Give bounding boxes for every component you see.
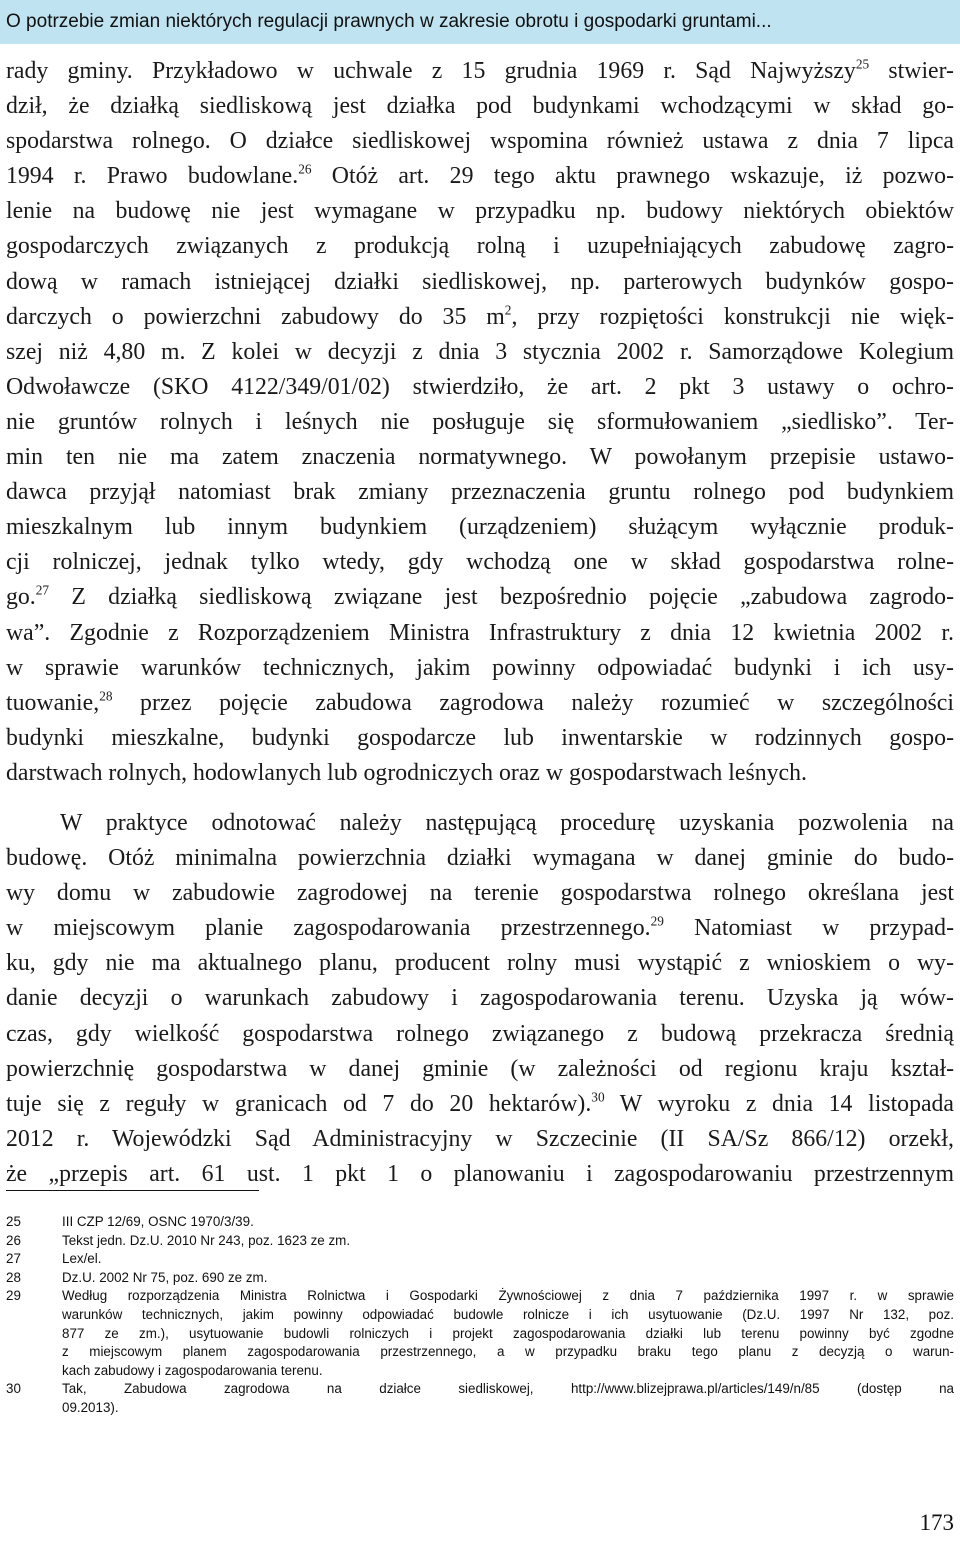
footnotes: [6, 1213, 954, 1418]
text-line: szej niż 4,80 m. Z kolei w decyzji z dnia 3 stycznia 2002 r. Samorządowe Kolegium: [6, 338, 954, 365]
text-line: spodarstwa rolnego. O działce siedliskowej wspomina również ustawa z dnia 7 lipca: [6, 128, 954, 155]
text-line: w miejscowym planie zagospodarowania przestrzennego.$^{29}$ Natomiast w przypad-: [6, 913, 954, 942]
body-text: [6, 54, 954, 1192]
text-line: darczych o powierzchni zabudowy do 35 $m^2$, przy rozpiętości konstrukcji nie więk-: [6, 302, 954, 330]
text-line: nie gruntów rolnych i leśnych nie posługuje się sformułowaniem „siedlisko”. Ter-: [6, 408, 954, 435]
footnote-text: Dz.U. 2002 Nr 75, poz. 690 ze zm.: [62, 1269, 268, 1285]
footnote-text: Tekst jedn. Dz.U. 2010 Nr 243, poz. 1623 ze zm.: [62, 1232, 351, 1248]
text-line: mieszkalnym lub innym budynkiem (urządzeniem) służącym wyłącznie produk-: [6, 514, 954, 541]
footnote-text: [62, 1380, 954, 1399]
text-line: Odwoławcze (SKO 4122/349/01/02) stwierdziło, że art. 2 pkt 3 ustawy o ochro-: [6, 373, 954, 400]
footnote-number: 29: [6, 1288, 21, 1304]
running-header: [0, 0, 960, 44]
footnote-text: Lex/el.: [62, 1251, 102, 1267]
text-line: wy domu w zabudowie zagrodowej na terenie gospodarstwa rolnego określana jest: [6, 880, 954, 907]
footnote-number: 30: [6, 1381, 21, 1397]
text-line: gospodarczych związanych z produkcją rolną i uzupełniających zabudowę zagro-: [6, 233, 954, 260]
text-line: go.$^{27}$ Z działką siedliskową związane jest bezpośrednio pojęcie „zabudowa zagrodo-: [6, 583, 954, 611]
footnote-number: 28: [6, 1269, 21, 1285]
footnote-number: 26: [6, 1232, 21, 1248]
text-line: wa”. Zgodnie z Rozporządzeniem Ministra Infrastruktury z dnia 12 kwietnia 2002 r.: [6, 619, 954, 646]
text-line: darstwach rolnych, hodowlanych lub ogrodniczych oraz w gospodarstwach leśnych.: [6, 759, 807, 786]
text-line: czas, gdy wielkość gospodarstwa rolnego związanego z budową przekracza średnią: [6, 1020, 954, 1047]
text-line: w sprawie warunków technicznych, jakim powinny odpowiadać budynki i ich usy-: [6, 654, 954, 681]
footnote-separator: [6, 1190, 259, 1191]
footnote-text: z miejscowym planem zagospodarowania przestrzennego, a w przypadku braku tego planu z decyzją o warun-: [62, 1344, 954, 1360]
text-line: budynki mieszkalne, budynki gospodarcze lub inwentarskie w rodzinnych gospo-: [6, 724, 954, 751]
text-line: cji rolniczej, jednak tylko wtedy, gdy wchodzą one w skład gospodarstwa rolne-: [6, 549, 954, 576]
footnote-text: III CZP 12/69, OSNC 1970/3/39.: [62, 1214, 254, 1229]
text-line: tuje się z reguły w granicach od 7 do 20 hektarów).$^{30}$ W wyroku z dnia 14 listopada: [6, 1089, 954, 1117]
running-title: O potrzebie zmian niektórych regulacji prawnych w zakresie obrotu i gospodarki gruntami...: [6, 11, 772, 32]
footnote-text: kach zabudowy i zagospodarowania terenu.: [62, 1362, 323, 1378]
text-line: 1994 r. Prawo budowlane.$^{26}$ Otóż art. 29 tego aktu prawnego wskazuje, iż pozwo-: [6, 161, 954, 190]
text-line: lenie na budowę nie jest wymagane w przypadku np. budowy niektórych obiektów: [6, 198, 954, 225]
footnote-ref-26: 26: [298, 161, 312, 177]
footnote: [6, 1380, 954, 1417]
page-number: 173: [919, 1510, 954, 1535]
text-line: W praktyce odnotować należy następującą procedurę uzyskania pozwolenia na: [60, 809, 954, 836]
footnote-text: 09.2013).: [62, 1399, 119, 1415]
footnote-text: Według rozporządzenia Ministra Rolnictwa i Gospodarki Żywnościowej z dnia 7 października 1997 r. w sprawie: [62, 1288, 954, 1304]
footnote: [6, 1287, 954, 1380]
text-line: że „przepis art. 61 ust. 1 pkt 1 o planowaniu i zagospodarowaniu przestrzennym: [6, 1160, 954, 1187]
footnote-ref-30: 30: [591, 1089, 605, 1105]
text-line: tuowanie,$^{28}$ przez pojęcie zabudowa zagrodowa należy rozumieć w szczególności: [6, 688, 954, 716]
footnote: [6, 1250, 954, 1269]
footnote-text: 877 ze zm.), usytuowanie budowli rolniczych i projekt zagospodarowania działki lub terenu powinny być zgodne: [62, 1325, 954, 1341]
text-line: 2012 r. Wojewódzki Sąd Administracyjny w Szczecinie (II SA/Sz 866/12) orzekł,: [6, 1125, 954, 1152]
footnote: [6, 1213, 954, 1232]
footnote-ref-25: 25: [855, 56, 870, 72]
text-line: rady gminy. Przykładowo w uchwale z 15 grudnia 1969 r. Sąd Najwyższy$^{25}$ stwier-: [6, 56, 954, 84]
text-line: powierzchnię gospodarstwa w danej gminie (w zależności od regionu kraju kształ-: [6, 1055, 954, 1082]
footnote: [6, 1232, 954, 1251]
text-line: danie decyzji o warunkach zabudowy i zagospodarowania terenu. Uzyska ją wów-: [6, 985, 954, 1012]
square-meter-superscript: 2: [504, 302, 512, 318]
text-line: dził, że działką siedliskową jest działka pod budynkami wchodzącymi w skład go-: [6, 93, 954, 120]
footnote-ref-28: 28: [99, 688, 113, 704]
text-line: budowę. Otóż minimalna powierzchnia działki wymagana w danej gminie do budo-: [6, 845, 954, 872]
footnote-number: 25: [6, 1214, 21, 1229]
footnote-number: 27: [6, 1251, 21, 1267]
footnote-text: warunków technicznych, jakim powinny odpowiadać budowle rolnicze i ich usytuowanie (Dz.U. 1997 Nr 132, poz.: [62, 1306, 954, 1322]
text-line: dawca przyjął natomiast brak zmiany przeznaczenia gruntu rolnego pod budynkiem: [6, 479, 954, 506]
footnote: [6, 1269, 954, 1288]
text-line: dową w ramach istniejącej działki siedliskowej, np. parterowych budynków gospo-: [6, 268, 954, 295]
footnote-ref-27: 27: [35, 583, 50, 599]
text-line: ku, gdy nie ma aktualnego planu, producent rolny musi wystąpić z wnioskiem o wy-: [6, 950, 954, 977]
footnote-link[interactable]: Tak, Zabudowa zagrodowa na działce siedliskowej, http://www.blizejprawa.pl/articles/149/n/85 (dostęp na: [62, 1381, 954, 1397]
footnote-ref-29: 29: [650, 913, 664, 929]
text-line: min ten nie ma zatem znaczenia normatywnego. W powołanym przepisie ustawo-: [6, 444, 954, 471]
